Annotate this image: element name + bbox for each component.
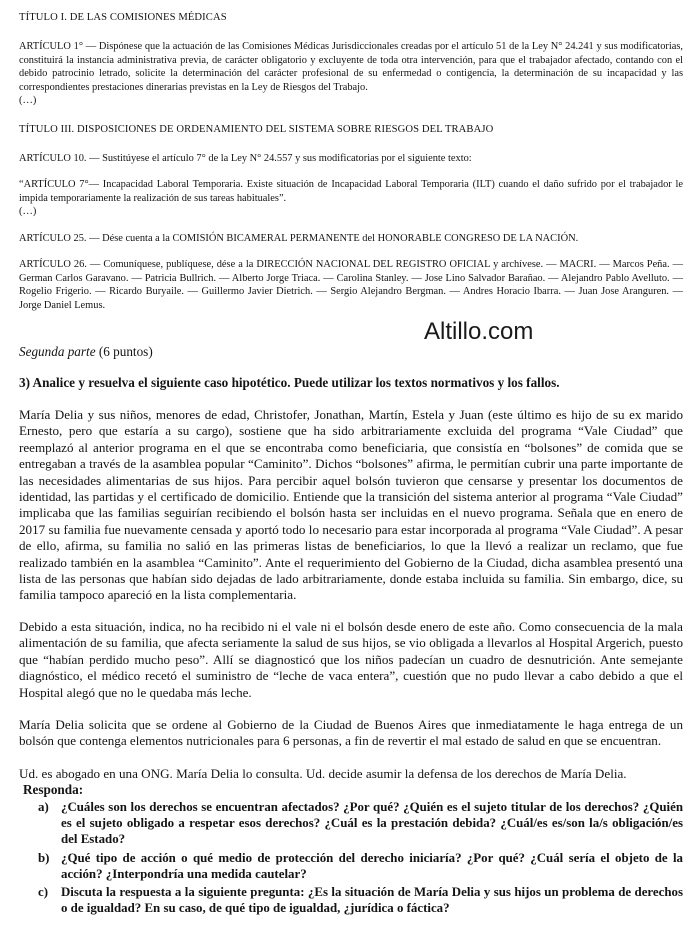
question-text: ¿Qué tipo de acción o qué medio de protección del derecho iniciaría? ¿Por qué? ¿Cuál sería el objeto de la acción? ¿Interpondría una medida cautelar? <box>61 850 683 881</box>
question-letter: c) <box>38 885 49 900</box>
case-paragraph-3: María Delia solicita que se ordene al Gobierno de la Ciudad de Buenos Aires que inmediatamente le haga entrega de un bolsón que contenga elementos nutricionales para 6 personas, a fin de revertir el mal estado de salud en que se encuentran. <box>19 717 683 749</box>
question-letter: b) <box>38 850 50 865</box>
articulo-25-paragraph: ARTÍCULO 25. — Dése cuenta a la COMISIÓN BICAMERAL PERMANENTE del HONORABLE CONGRESO DE LA NACIÓN. <box>19 233 579 244</box>
question-text: Discuta la respuesta a la siguiente pregunta: ¿Es la situación de María Delia y sus hijos un problema de derechos o de igualdad? En su caso, de qué tipo de igualdad, ¿jurídica o fáctica? <box>61 885 683 916</box>
titulo-3-heading: TÍTULO III. DISPOSICIONES DE ORDENAMIENTO DEL SISTEMA SOBRE RIESGOS DEL TRABAJO <box>19 124 494 135</box>
ellipsis-1: (…) <box>19 95 37 107</box>
case-paragraph-1: María Delia y sus niños, menores de edad, Christofer, Jonathan, Martín, Estela y Juan (este último es hijo de su ex marido Ernesto, pero que estaría a su cargo), sostiene que ha sido arbitrariamente excluida del programa “Vale Ciudad” que reemplazó al anterior programa en el que se encontraba como beneficiaria, que consistía en “bolsones” de comida que se entregaban a través de la asamblea popular “Caminito”. Dichos “bolsones” afirma, le permitían cubrir una parte importante de las necesidades alimentarias de sus hijos. Para percibir aquel bolsón tuvieron que censarse y presentar los documentos de identidad, las partidas y el certificado de domicilio. Entiende que la transición del sistema anterior al programa “Vale Ciudad” implicaba que las familias seguirían recibiendo el bolsón hasta ser incluidas en el nuevo programa. Señala que en enero de 2017 su familia fue nuevamente censada y aportó todo lo necesario para estar incorporada al programa “Vale Ciudad”. A pesar de ello, afirma, su familia no salió en las primeras listas de beneficiarios, lo que la llevó a realizar un reclamo, que fue realizado también en la asamblea “Caminito”. Ante el requerimiento del Gobierno de la Ciudad, dicha asamblea presentó una lista de las personas que habían sido dejadas de lado arbitrariamente, donde estaba incluida su familia. Sin embargo, dice, su familia tampoco apareció en la lista complementaria. <box>19 407 683 603</box>
section-points: (6 puntos) <box>98 344 153 359</box>
question-item-b <box>19 850 683 882</box>
case-paragraph-2: Debido a esta situación, indica, no ha recibido ni el vale ni el bolsón desde enero de este año. Como consecuencia de la mala alimentación de su familia, que afecta seriamente la salud de sus hijos, se vio obligada a llevarlos al Hospital Argerich, puesto que “habían perdido mucho peso”. Allí se diagnosticó que los niños padecían un cuadro de desnutrición. Ante semejante diagnóstico, el médico recetó el suministro de “leche de vaca entera”, cuestión que no pudo llevar a cabo debido a que el Hospital alegó que no le quedaba más leche. <box>19 619 683 700</box>
section-title: Segunda parte <box>19 344 96 359</box>
ellipsis-2: (…) <box>19 206 37 218</box>
articulo-1-paragraph <box>19 40 683 108</box>
responda-label: Responda: <box>23 782 84 797</box>
articulo-7-text: “ARTÍCULO 7°— Incapacidad Laboral Temporaria. Existe situación de Incapacidad Laboral Temporaria (ILT) cuando el daño sufrido por el trabajador le impida temporariamente la realización de sus tareas habituales”. <box>19 179 683 204</box>
question-letter: a) <box>38 800 49 814</box>
section-heading <box>19 344 683 360</box>
articulo-1-text: ARTÍCULO 1° — Dispónese que la actuación de las Comisiones Médicas Jurisdiccionales creadas por el artículo 51 de la Ley N° 24.241 y sus modificatorias, constituirá la instancia administrativa previa, de carácter obligatorio y excluyente de toda otra intervención, para que el trabajador afectado, contando con el debido patrocinio letrado, solicite la determinación del carácter profesional de su enfermedad o contigencia, la determinación de su incapacidad y las correspondientes prestaciones dinerarias previstas en la Ley de Riesgos del Trabajo. <box>19 41 683 93</box>
articulo-10-paragraph: ARTÍCULO 10. — Sustitúyese el artículo 7° de la Ley N° 24.557 y sus modificatorias por el siguiente texto: <box>19 153 472 164</box>
altillo-watermark: Altillo.com <box>424 318 534 345</box>
titulo-1-heading: TÍTULO I. DE LAS COMISIONES MÉDICAS <box>19 12 227 23</box>
question-3-heading: 3) Analice y resuelva el siguiente caso hipotético. Puede utilizar los textos normativos y los fallos. <box>19 375 560 390</box>
question-item-c <box>19 884 683 916</box>
question-item-a <box>19 799 683 848</box>
articulo-26-paragraph: ARTÍCULO 26. — Comuníquese, publíquese, dése a la DIRECCIÓN NACIONAL DEL REGISTRO OFICIAL y archívese. — MACRI. — Marcos Peña. — German Carlos Garavano. — Patricia Bullrich. — Alberto Jorge Triaca. — Carolina Stanley. — Jose Lino Salvador Barañao. — Alejandro Pablo Avelluto. — Rogelio Frigerio. — Ricardo Buryaile. — Guillermo Javier Dietrich. — Sergio Alejandro Bergman. — Andres Horacio Ibarra. — Juan Jose Aranguren. — Jorge Daniel Lemus. <box>19 259 683 311</box>
question-text: ¿Cuáles son los derechos se encuentran afectados? ¿Por qué? ¿Quién es el sujeto titular de los derechos? ¿Quién es el sujeto obligado a respetar esos derechos? ¿Cuál es la prestación debida? ¿Cuál/es es/son la/s obligación/es del Estado? <box>61 800 683 847</box>
question-list <box>19 799 683 918</box>
articulo-7-quote <box>19 178 683 219</box>
role-line: Ud. es abogado en una ONG. María Delia lo consulta. Ud. decide asumir la defensa de los derechos de María Delia. <box>19 766 627 781</box>
